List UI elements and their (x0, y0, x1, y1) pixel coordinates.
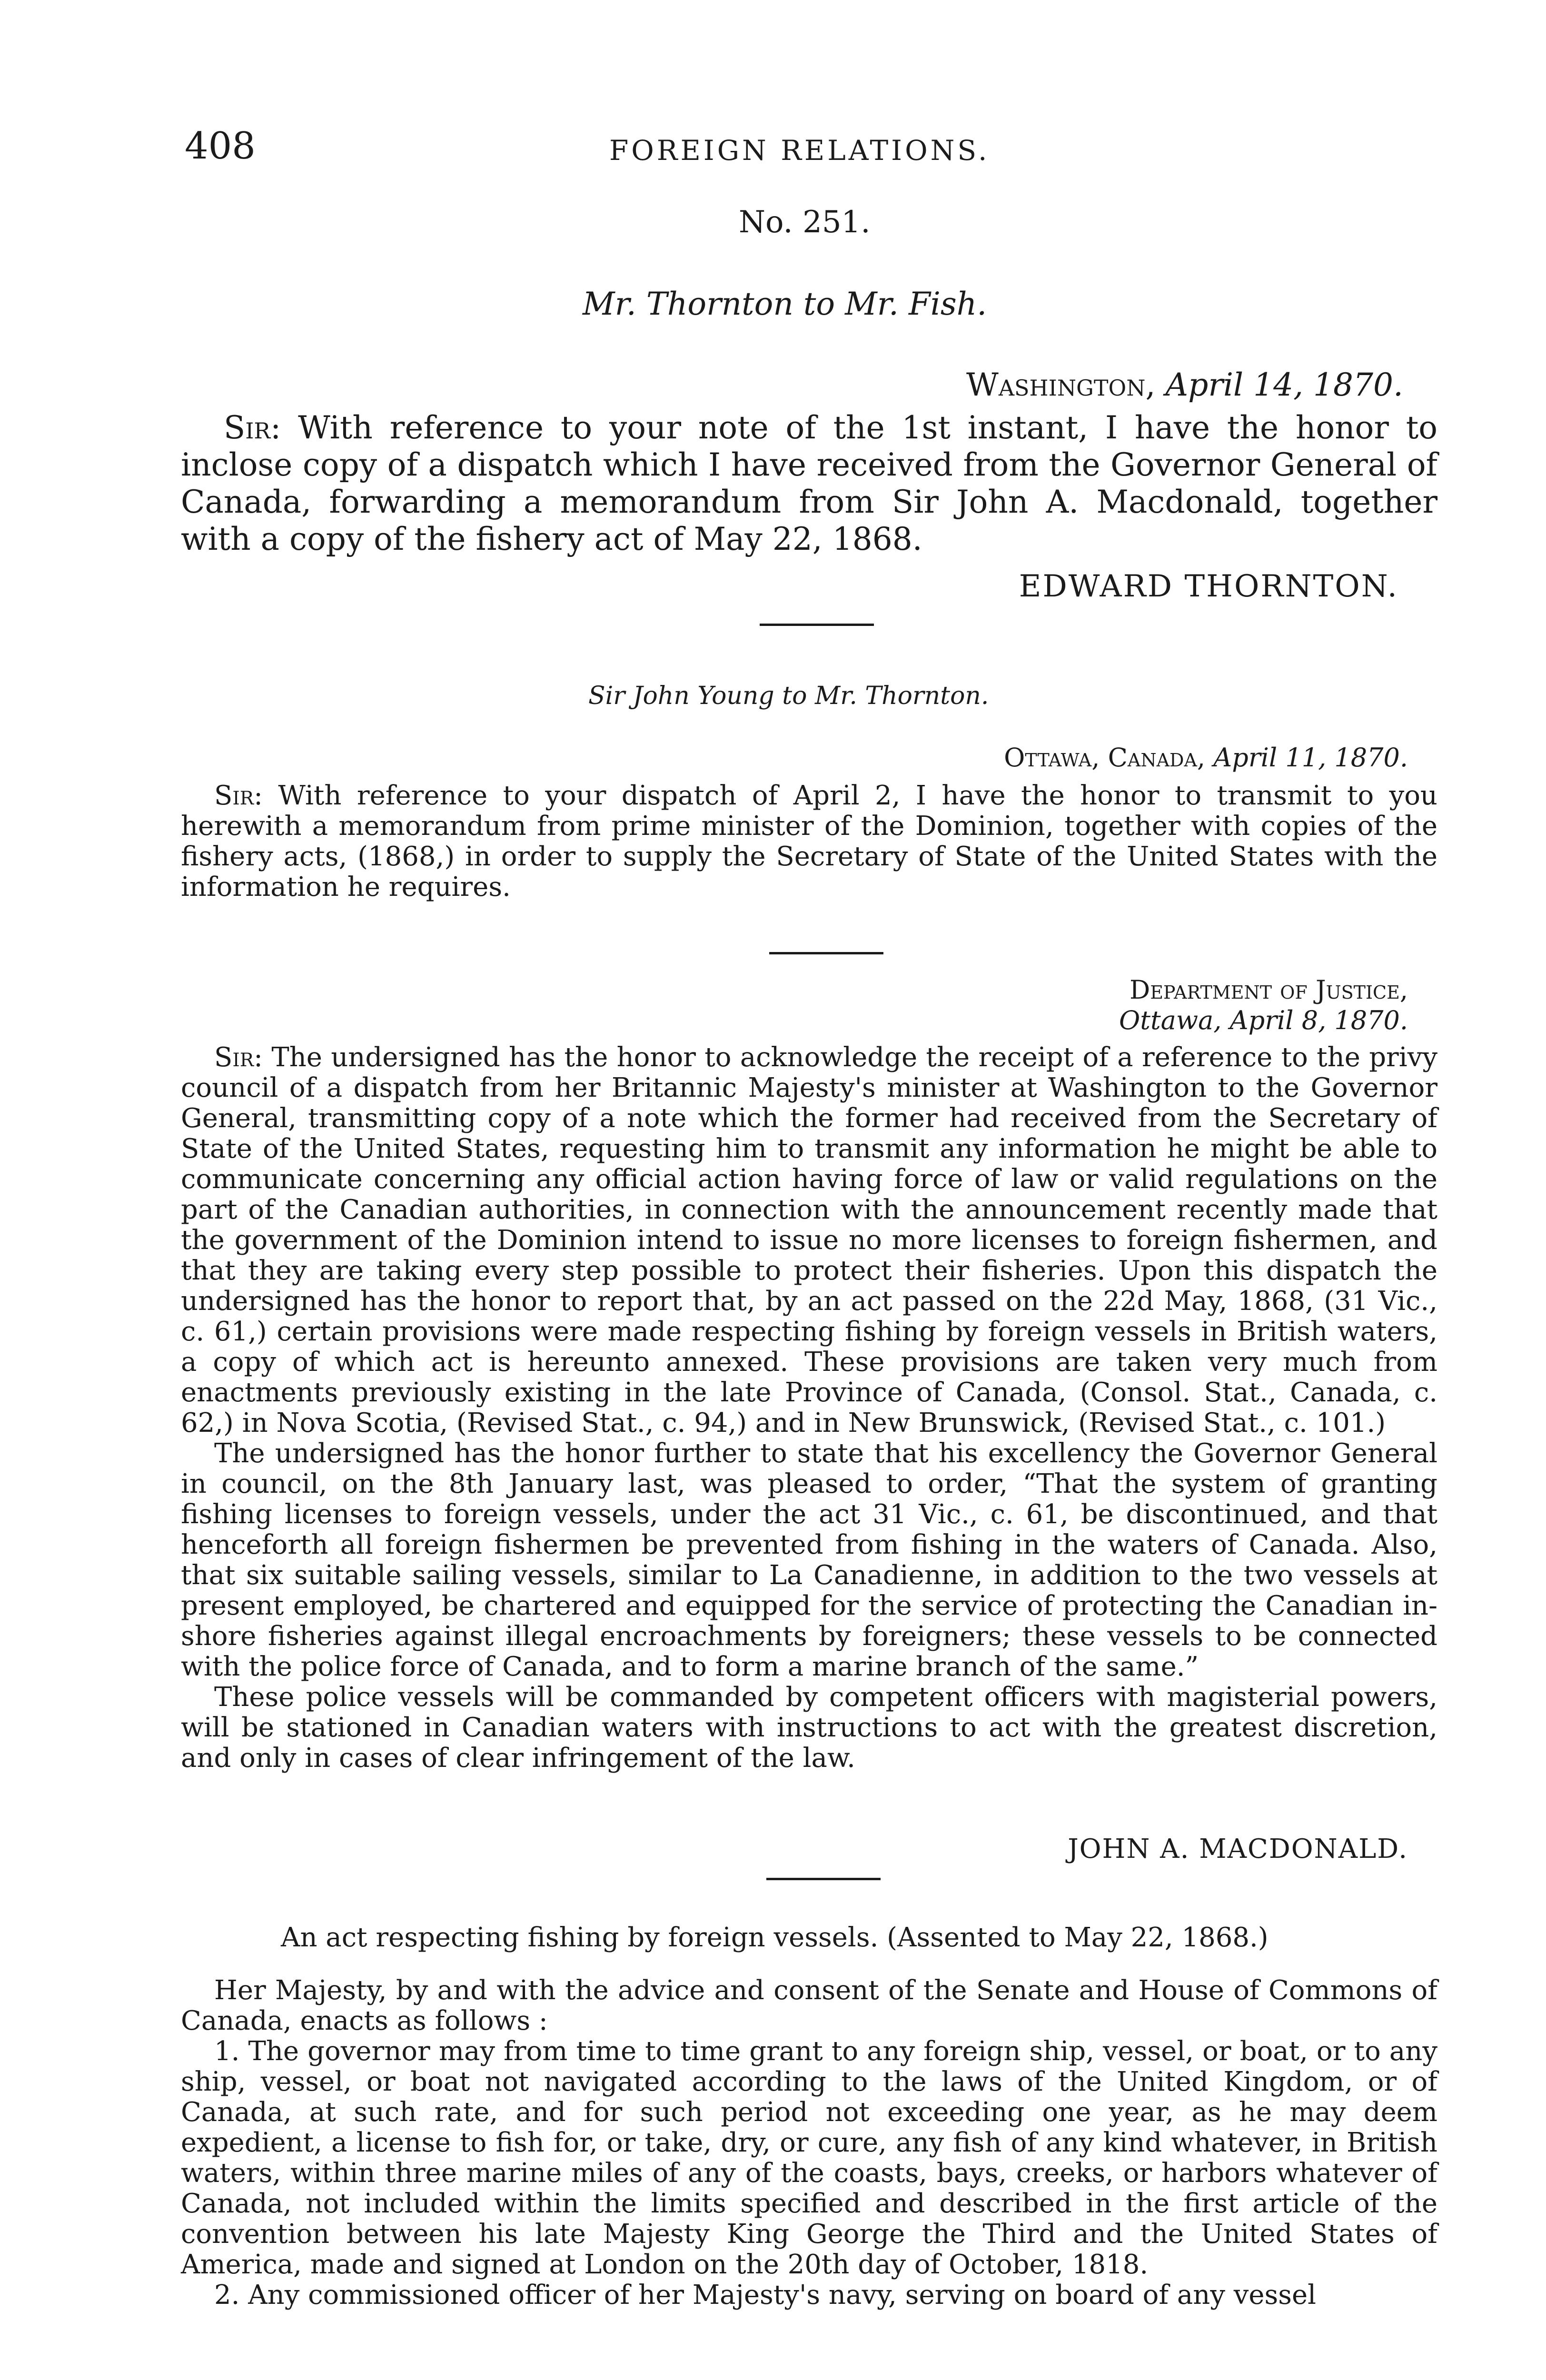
act-title: An act respecting fishing by foreign vessels. (Assented to May 22, 1868.) (281, 1922, 1269, 1953)
act-paragraph: 1. The governor may from time to time grant to any foreign ship, vessel, or boat, or to any ship, vessel, or boat not navigated according to the laws of the United Kingdom, or of Canada, at such rate, and for such period not exceeding one year, as he may deem expedient, a license to fish for, or take, dry, or cure, any fish of any kind whatever, in British waters, within three marine miles of any of the coasts, bays, creeks, or harbors whatever of Canada, not included within the limits specified and described in the first article of the convention between his late Majesty King George the Third and the United States of America, made and signed at London on the 20th day of October, 1818. (181, 2036, 1437, 2280)
letter2-dateline-date: April 11, 1870. (1213, 743, 1408, 773)
divider-rule (760, 624, 874, 626)
letter3-signature: JOHN A. MACDONALD. (1068, 1834, 1408, 1864)
letter3-department: Department of Justice, (1130, 975, 1408, 1005)
letter2-text: : With reference to your dispatch of April 2, I have the honor to transmit to you herewith a memorandum from prime minister of the Dominion, together with copies of the fishery acts, (1868,) in order to supply the Secretary of State of the United States with the information he requires. (181, 780, 1437, 902)
divider-rule (769, 952, 883, 954)
letter3-salutation: Sir (214, 1042, 254, 1073)
letter2-dateline (1004, 743, 1408, 773)
document-number: No. 251. (739, 205, 871, 240)
letter2-dateline-place: Ottawa, Canada, (1004, 743, 1206, 773)
letter1-body (181, 409, 1437, 558)
letter3-paragraph: : The undersigned has the honor to acknowledge the receipt of a reference to the privy council of a dispatch from her Britannic Majesty's minister at Washington to the Governor General, transmitting copy of a note which the former had received from the Secretary of State of the United States, requesting him to transmit any information he might be able to communicate concerning any official action having force of law or valid regulations on the part of the Canadian authorities, in connection with the announcement recently made that the government of the Dominion intend to issue no more licenses to foreign fishermen, and that they are taking every step possible to protect their fisheries. Upon this dispatch the undersigned has the honor to report that, by an act passed on the 22d May, 1868, (31 Vic., c. 61,) certain provisions were made respecting fishing by foreign vessels in British waters, a copy of which act is hereunto annexed. These provisions are taken very much from enactments previously existing in the late Province of Canada, (Consol. Stat., Canada, c. 62,) in Nova Scotia, (Revised Stat., c. 94,) and in New Brunswick, (Revised Stat., c. 101.) (181, 1042, 1437, 1438)
act-paragraph: 2. Any commissioned officer of her Majesty's navy, serving on board of any vessel (214, 2280, 1317, 2311)
letter2-body (181, 781, 1437, 902)
letter2-caption: Sir John Young to Mr. Thornton. (588, 682, 989, 710)
letter1-dateline (966, 367, 1403, 403)
letter1-signature: EDWARD THORNTON. (1019, 569, 1398, 604)
letter1-text: : With reference to your note of the 1st instant, I have the honor to inclose copy of a dispatch which I have received from the Governor General of Canada, forwarding a memorandum from Sir John A. Macdonald, together with a copy of the fishery act of May 22, 1868. (181, 409, 1437, 557)
letter3-dateline: Ottawa, April 8, 1870. (1119, 1005, 1408, 1035)
act-body (181, 1975, 1437, 2311)
letter3-body (181, 1042, 1437, 1774)
letter1-salutation: Sir (224, 409, 271, 446)
page-number: 408 (185, 125, 256, 168)
letter1-dateline-date: April 14, 1870. (1165, 367, 1403, 403)
divider-rule (766, 1878, 881, 1880)
letter3-paragraph: These police vessels will be commanded by competent officers with magisterial powers, will be stationed in Canadian waters with instructions to act with the greatest discretion, and only in cases of clear infringement of the law. (181, 1682, 1437, 1774)
running-title: FOREIGN RELATIONS. (609, 134, 990, 167)
act-paragraph: Her Majesty, by and with the advice and consent of the Senate and House of Commons of Canada, enacts as follows : (181, 1975, 1437, 2036)
letter1-dateline-place: Washington, (966, 367, 1156, 403)
letter2-salutation: Sir (214, 780, 254, 811)
letter3-paragraph: The undersigned has the honor further to state that his excellency the Governor General in council, on the 8th January last, was pleased to order, “That the system of granting fishing licenses to foreign vessels, under the act 31 Vic., c. 61, be discontinued, and that henceforth all foreign fishermen be prevented from fishing in the waters of Canada. Also, that six suitable sailing vessels, similar to La Canadienne, in addition to the two vessels at present employed, be chartered and equipped for the service of protecting the Canadian in-shore fisheries against illegal encroachments by foreigners; these vessels to be connected with the police force of Canada, and to form a marine branch of the same.” (181, 1438, 1437, 1682)
letter1-caption: Mr. Thornton to Mr. Fish. (583, 286, 987, 322)
